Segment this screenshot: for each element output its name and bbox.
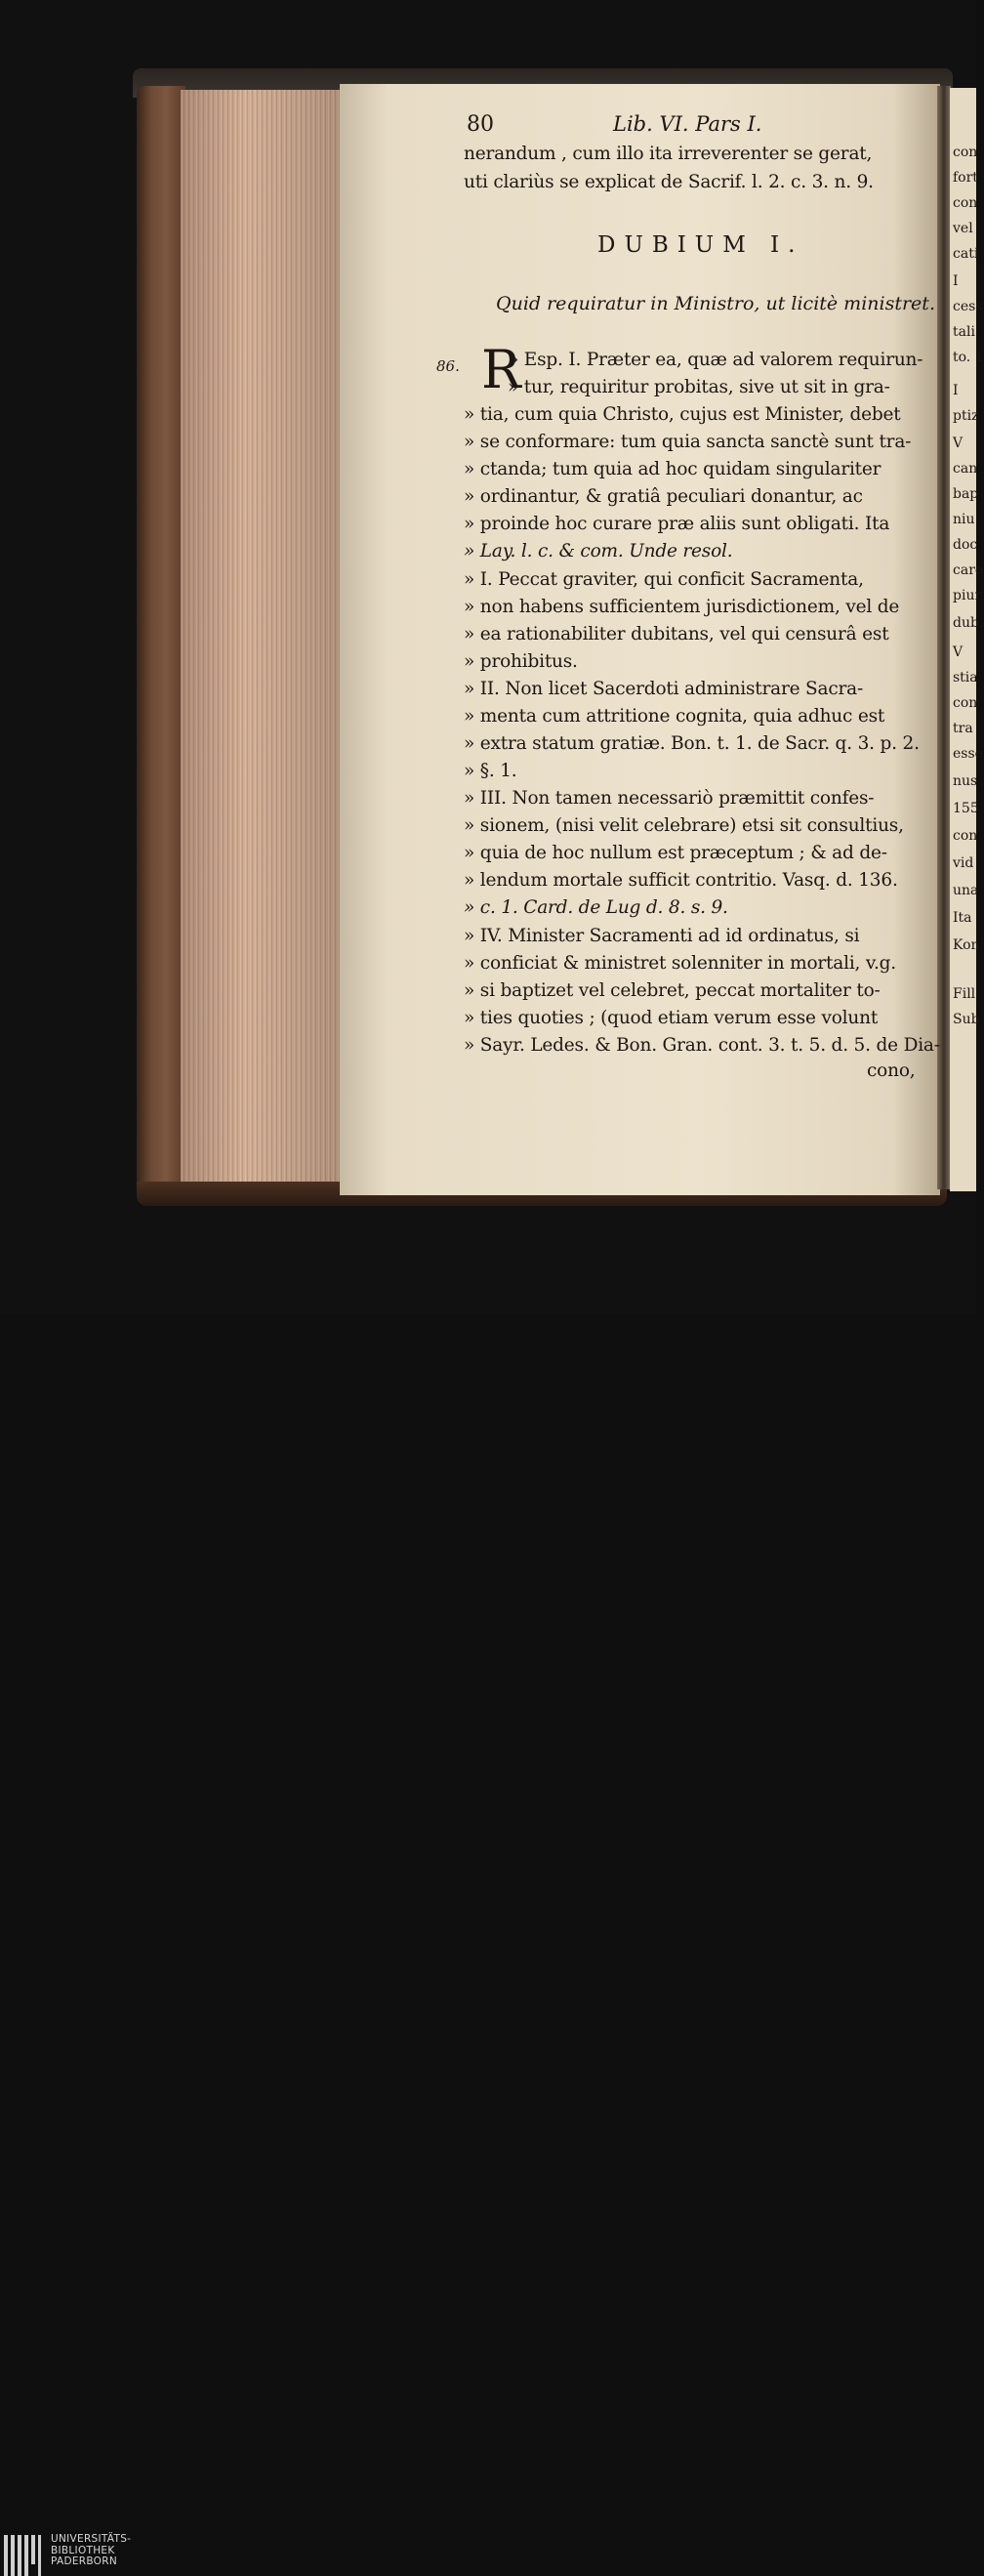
right-page-fragment: 155	[953, 801, 979, 816]
text-line: » c. 1. Card. de Lug d. 8. s. 9.	[464, 897, 728, 918]
page-number: 80	[467, 112, 494, 137]
text-line: » si baptizet vel celebret, peccat mortaliter to-	[464, 980, 881, 1001]
right-page-fragment: bap	[953, 486, 979, 502]
text-line: » conficiat & ministret solenniter in mortali, v.g.	[464, 953, 896, 974]
text-line: » Esp. I. Præter ea, quæ ad valorem requirun-	[508, 350, 923, 370]
text-line: » III. Non tamen necessariò præmittit confes-	[464, 788, 875, 809]
right-page-fragment: una	[953, 883, 979, 898]
right-page-fragment: V	[953, 644, 964, 660]
right-page-fragment: to. 1	[953, 350, 984, 365]
text-line: » menta cum attritione cognita, quia adhuc est	[464, 706, 885, 727]
right-page-fragment: cess	[953, 299, 983, 314]
text-line: uti clariùs se explicat de Sacrif. l. 2. c. 3. n. 9.	[464, 172, 874, 192]
right-page-fragment: Fill	[953, 986, 976, 1002]
logo-line: PADERBORN	[51, 2555, 117, 2567]
right-page-fragment: Ita	[953, 910, 972, 926]
running-head: Lib. VI. Pars I.	[613, 112, 762, 136]
text-line: » extra statum gratiæ. Bon. t. 1. de Sacr. q. 3. p. 2.	[464, 733, 920, 754]
right-page-fragment: ptiz	[953, 408, 979, 424]
right-page-fragment: nus	[953, 773, 978, 789]
right-page-fragment: dub.	[953, 615, 984, 631]
text-line: » IV. Minister Sacramenti ad id ordinatus, si	[464, 926, 860, 946]
right-page-fragment: I	[953, 273, 959, 289]
right-page-fragment: care	[953, 562, 984, 578]
text-line: » §. 1.	[464, 761, 517, 781]
text-line: » lendum mortale sufficit contritio. Vasq. d. 136.	[464, 870, 898, 891]
right-page-fragment: piur	[953, 588, 982, 603]
right-page-fragment: stia	[953, 670, 978, 686]
text-line: » non habens sufficientem jurisdictionem, vel de	[464, 597, 900, 617]
footer-bar	[0, 1266, 976, 2567]
logo-line: BIBLIOTHEK	[51, 2544, 115, 2556]
right-page-fragment: con	[953, 195, 978, 211]
text-line: » quia de hoc nullum est præceptum ; & ad de-	[464, 843, 887, 863]
right-page-fragment: can	[953, 461, 978, 477]
text-line: » proinde hoc curare præ aliis sunt obligati. Ita	[464, 514, 890, 534]
text-line: nerandum , cum illo ita irreverenter se gerat,	[464, 144, 873, 164]
text-line: » II. Non licet Sacerdoti administrare Sacra-	[464, 679, 864, 699]
right-page-fragment: cati	[953, 246, 979, 262]
logo-line: UNIVERSITÄTS-	[51, 2533, 132, 2545]
page-edges-shade	[181, 90, 342, 1182]
right-page-fragment: Sub	[953, 1012, 980, 1027]
right-page-fragment: con	[953, 145, 978, 160]
right-page-fragment: I	[953, 383, 959, 398]
right-page-fragment: doc	[953, 537, 978, 553]
right-page-fragment: con	[953, 695, 978, 711]
section-heading: DUBIUM I.	[597, 232, 804, 258]
text-line: » I. Peccat graviter, qui conficit Sacramenta,	[464, 569, 864, 590]
text-line: » sionem, (nisi velit celebrare) etsi sit consultius,	[464, 815, 904, 836]
right-page-fragment: tra	[953, 721, 973, 736]
text-line: » ctanda; tum quia ad hoc quidam singulariter	[464, 459, 882, 479]
catchword: cono,	[867, 1060, 916, 1081]
text-line: » ea rationabiliter dubitans, vel qui censurâ est	[464, 624, 889, 644]
text-line: » ties quoties ; (quod etiam verum esse volunt	[464, 1008, 879, 1028]
right-page-fragment: niu	[953, 512, 975, 527]
book-gutter	[937, 86, 951, 1189]
library-logo-text	[51, 2534, 131, 2568]
section-subheading: Quid requiratur in Ministro, ut licitè ministret.	[496, 293, 935, 314]
right-page-fragment: Kon	[953, 937, 980, 953]
right-page-fragment: fort	[953, 170, 978, 186]
drop-cap: R	[481, 339, 521, 400]
text-line: » Sayr. Ledes. & Bon. Gran. cont. 3. t. 5. d. 5. de Dia-	[464, 1035, 940, 1056]
right-page-fragment: tali	[953, 324, 975, 340]
right-page-fragment: vid	[953, 855, 974, 871]
book-spine	[137, 86, 185, 1194]
text-line: » se conformare: tum quia sancta sanctè sunt tra-	[464, 432, 912, 452]
text-line: » Lay. l. c. & com. Unde resol.	[464, 541, 733, 561]
right-page-fragment: V	[953, 436, 964, 451]
right-page-fragment: con	[953, 828, 978, 844]
text-line: » ordinantur, & gratiâ peculiari donantur, ac	[464, 486, 863, 507]
scan-area	[0, 0, 984, 1266]
right-page-fragment: esse	[953, 746, 983, 762]
text-line: » tur, requiritur probitas, sive ut sit in gra-	[508, 377, 890, 397]
margin-number: 86.	[436, 357, 460, 375]
library-logo-icon	[4, 2535, 43, 2576]
text-line: » prohibitus.	[464, 651, 578, 672]
text-line: » tia, cum quia Christo, cujus est Minister, debet	[464, 404, 901, 425]
right-page-fragment: vel	[953, 221, 973, 236]
